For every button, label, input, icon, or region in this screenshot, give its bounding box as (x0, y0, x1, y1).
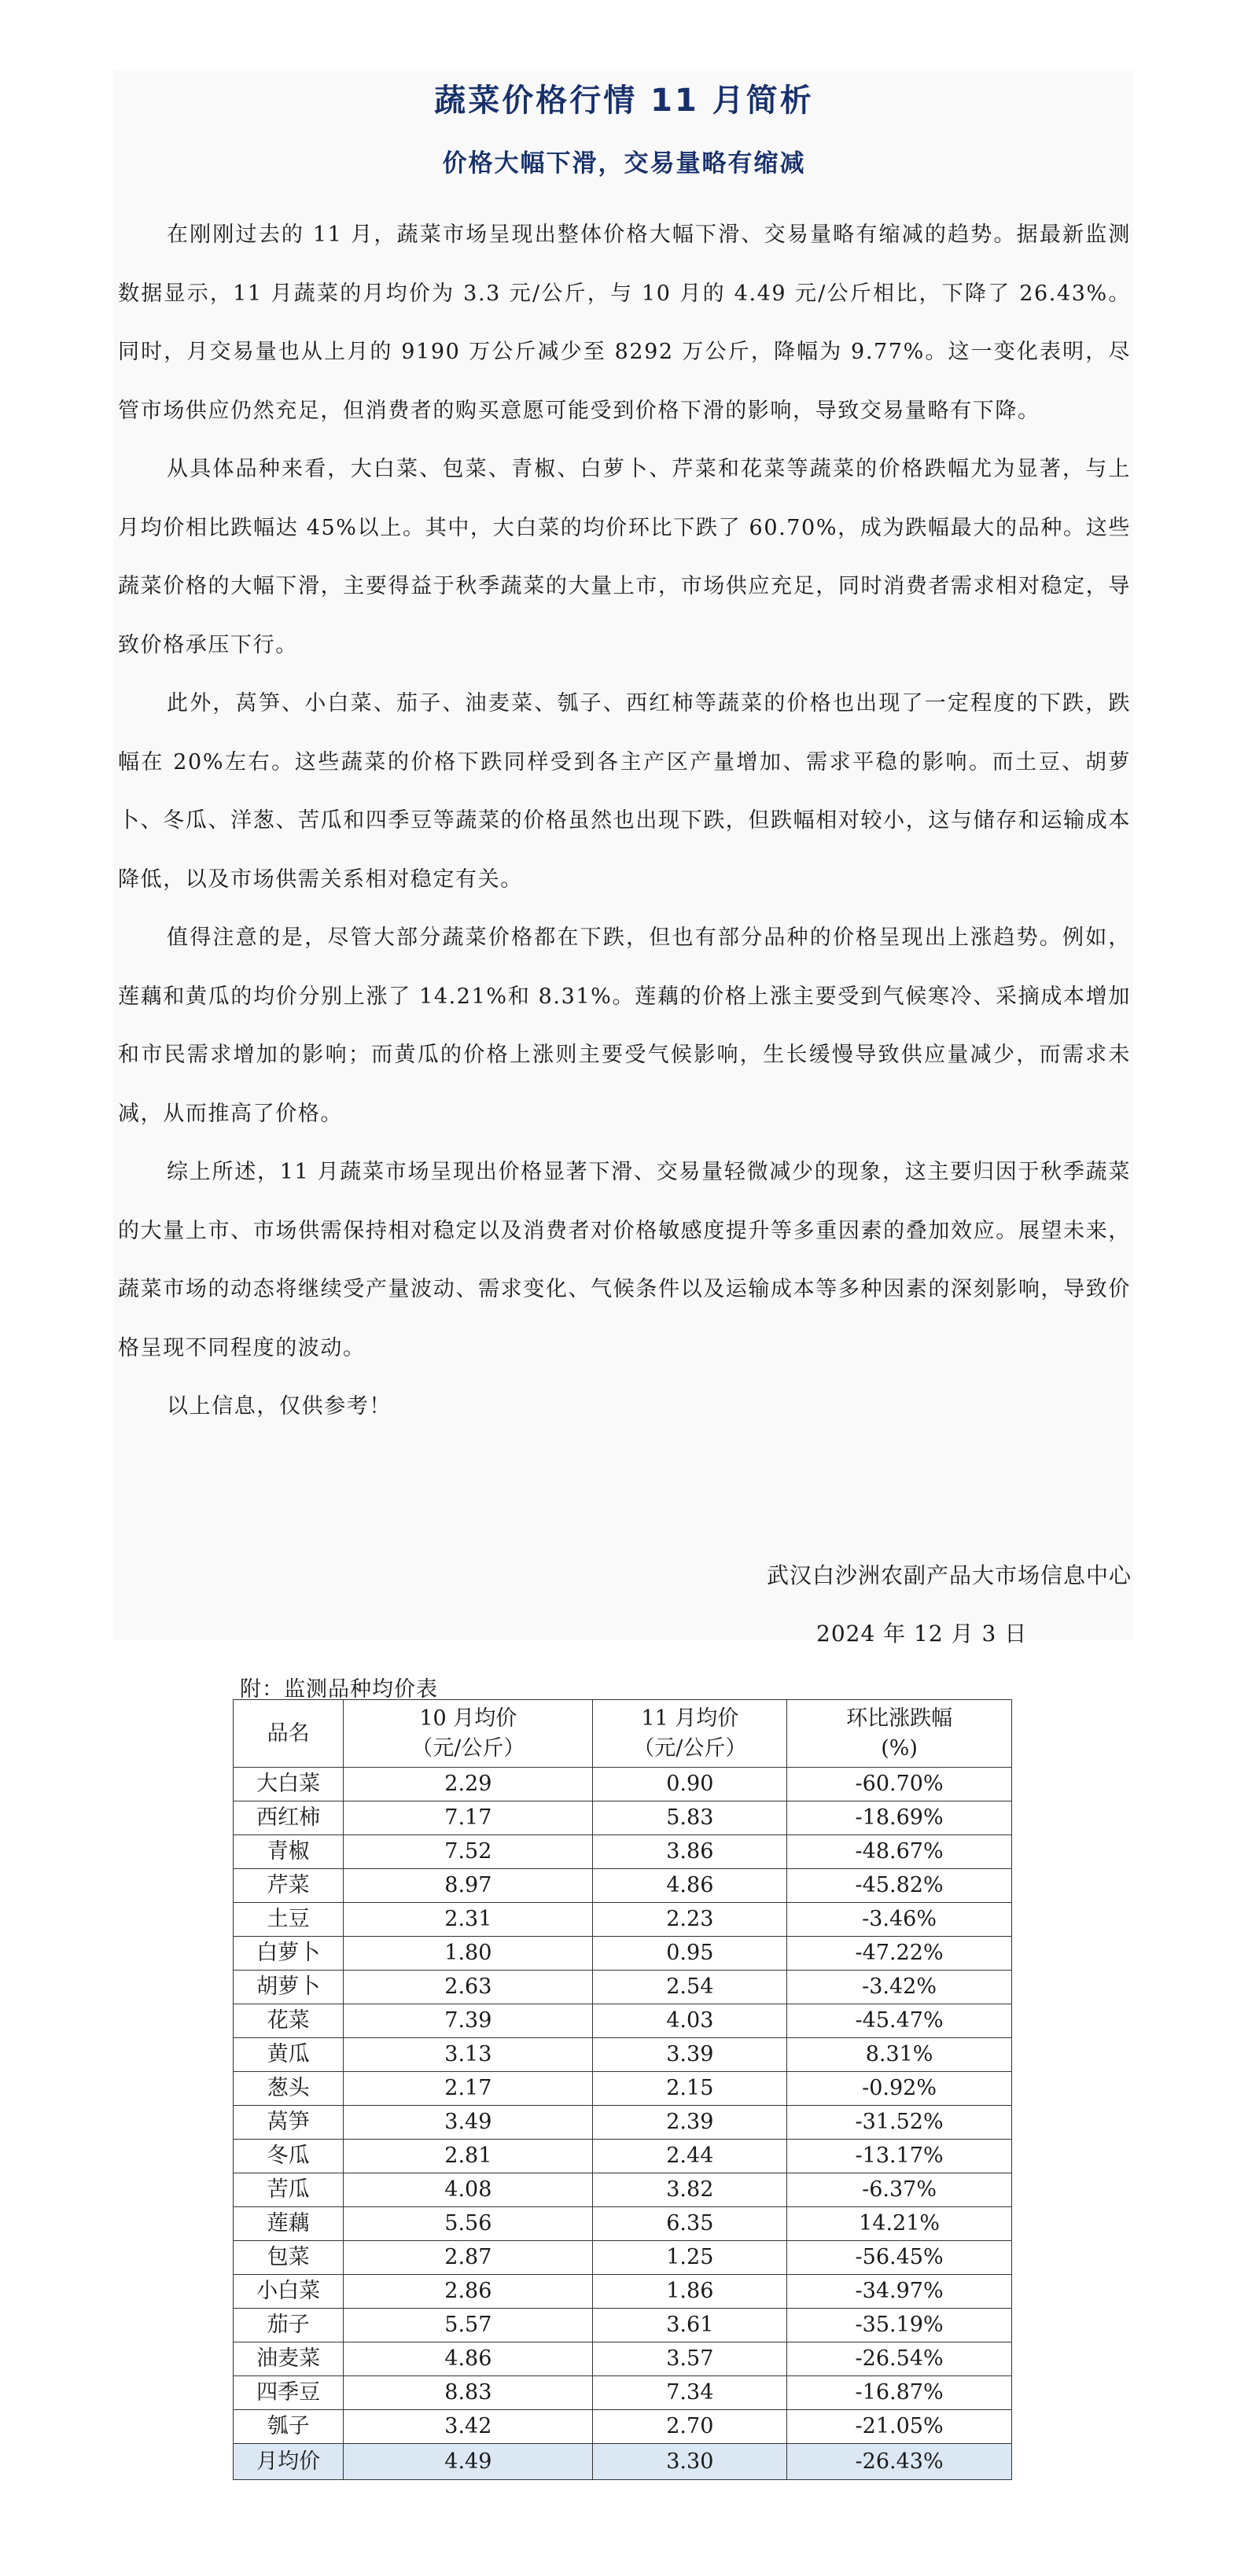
body-paragraph-4: 值得注意的是，尽管大部分蔬菜价格都在下跌，但也有部分品种的价格呈现出上涨趋势。例如，莲藕和黄瓜的均价分别上涨了 14.21%和 8.31%。莲藕的价格上涨主要受到气候寒冷、采摘成本增加和市民需求增加的影响；而黄瓜的价格上涨则主要受气候影响，生长缓慢导致供应量减少，而需求未减，从而推高了价格。 (118, 926, 1131, 1126)
table-row (234, 1971, 1012, 2004)
table-row (234, 2207, 1012, 2241)
header-name-label: 品名 (267, 1720, 310, 1746)
oct-price-cell: 8.83 (344, 2376, 593, 2410)
change-cell: -34.97% (787, 2275, 1012, 2309)
name-cell: 莴笋 (234, 2106, 344, 2140)
change-cell: -48.67% (787, 1835, 1012, 1869)
name-cell: 芹菜 (234, 1869, 344, 1903)
name-cell: 苦瓜 (234, 2173, 344, 2207)
oct-price-cell: 4.86 (344, 2342, 593, 2376)
nov-price-cell: 3.39 (593, 2038, 787, 2072)
nov-price-cell: 7.34 (593, 2376, 787, 2410)
change-cell: -31.52% (787, 2106, 1012, 2140)
report-body (118, 206, 1131, 1437)
body-paragraph-2: 从具体品种来看，大白菜、包菜、青椒、白萝卜、芹菜和花菜等蔬菜的价格跌幅尤为显著，与上月均价相比跌幅达 45%以上。其中，大白菜的均价环比下跌了 60.70%，成为跌幅最大的品种。这些蔬菜价格的大幅下滑，主要得益于秋季蔬菜的大量上市，市场供应充足，同时消费者需求相对稳定，导致价格承压下行。 (118, 457, 1131, 657)
change-cell: -0.92% (787, 2072, 1012, 2106)
name-cell: 冬瓜 (234, 2140, 344, 2173)
name-cell: 油麦菜 (234, 2342, 344, 2376)
header-oct-unit: （元/公斤） (411, 1735, 525, 1761)
table-row (234, 1768, 1012, 1801)
header-oct-price (344, 1700, 593, 1768)
header-name (234, 1700, 344, 1768)
nov-price-cell: 1.25 (593, 2241, 787, 2275)
nov-price-cell: 0.95 (593, 1937, 787, 1971)
body-paragraph-1: 在刚刚过去的 11 月，蔬菜市场呈现出整体价格大幅下滑、交易量略有缩减的趋势。据最新监测数据显示，11 月蔬菜的月均价为 3.3 元/公斤，与 10 月的 4.49 元/公斤相比，下降了 26.43%。同时，月交易量也从上月的 9190 万公斤减少至 8292 万公斤，降幅为 9.77%。这一变化表明，尽管市场供应仍然充足，但消费者的购买意愿可能受到价格下滑的影响，导致交易量略有下降。 (118, 223, 1131, 423)
oct-price-cell: 8.97 (344, 1869, 593, 1903)
nov-price-cell: 2.54 (593, 1971, 787, 2004)
change-cell: 14.21% (787, 2207, 1012, 2241)
nov-price-cell: 3.61 (593, 2309, 787, 2342)
oct-price-cell: 2.17 (344, 2072, 593, 2106)
header-change-title: 环比涨跌幅 (846, 1706, 953, 1731)
name-cell: 莲藕 (234, 2207, 344, 2241)
name-cell: 土豆 (234, 1903, 344, 1937)
change-cell: -6.37% (787, 2173, 1012, 2207)
oct-price-cell: 2.87 (344, 2241, 593, 2275)
table-row (234, 1835, 1012, 1869)
table-row (234, 1903, 1012, 1937)
oct-price-cell: 3.49 (344, 2106, 593, 2140)
change-cell: -47.22% (787, 1937, 1012, 1971)
header-nov-unit: （元/公斤） (633, 1735, 747, 1761)
table-row (234, 2140, 1012, 2173)
oct-price-cell: 2.81 (344, 2140, 593, 2173)
name-cell: 大白菜 (234, 1768, 344, 1801)
header-nov-price (593, 1700, 787, 1768)
price-table-body (234, 1768, 1012, 2480)
oct-price-cell: 4.08 (344, 2173, 593, 2207)
name-cell: 西红柿 (234, 1801, 344, 1835)
oct-price-cell: 3.13 (344, 2038, 593, 2072)
header-change (787, 1700, 1012, 1768)
change-cell: -26.54% (787, 2342, 1012, 2376)
summary-oct-price-cell: 4.49 (344, 2444, 593, 2480)
header-oct-title: 10 月均价 (419, 1706, 517, 1731)
table-row (234, 2275, 1012, 2309)
change-cell: -3.42% (787, 1971, 1012, 2004)
oct-price-cell: 7.17 (344, 1801, 593, 1835)
change-cell: -35.19% (787, 2309, 1012, 2342)
name-cell: 茄子 (234, 2309, 344, 2342)
name-cell: 瓠子 (234, 2410, 344, 2444)
oct-price-cell: 2.86 (344, 2275, 593, 2309)
change-cell: -3.46% (787, 1903, 1012, 1937)
nov-price-cell: 6.35 (593, 2207, 787, 2241)
oct-price-cell: 2.63 (344, 1971, 593, 2004)
appendix-caption: 附：监测品种均价表 (240, 1677, 438, 1702)
report-title: 蔬菜价格行情 11 月简析 (434, 83, 814, 119)
oct-price-cell: 7.39 (344, 2004, 593, 2038)
summary-nov-price-cell: 3.30 (593, 2444, 787, 2480)
name-cell: 四季豆 (234, 2376, 344, 2410)
change-cell: -16.87% (787, 2376, 1012, 2410)
issue-date: 2024 年 12 月 3 日 (816, 1621, 1028, 1647)
nov-price-cell: 3.57 (593, 2342, 787, 2376)
name-cell: 胡萝卜 (234, 1971, 344, 2004)
nov-price-cell: 2.70 (593, 2410, 787, 2444)
header-nov-title: 11 月均价 (641, 1706, 739, 1731)
nov-price-cell: 4.03 (593, 2004, 787, 2038)
table-row (234, 2376, 1012, 2410)
table-row (234, 2106, 1012, 2140)
summary-change-cell: -26.43% (787, 2444, 1012, 2480)
change-cell: -56.45% (787, 2241, 1012, 2275)
table-row (234, 2342, 1012, 2376)
table-row (234, 2072, 1012, 2106)
oct-price-cell: 2.31 (344, 1903, 593, 1937)
nov-price-cell: 2.23 (593, 1903, 787, 1937)
change-cell: 8.31% (787, 2038, 1012, 2072)
table-row (234, 1869, 1012, 1903)
summary-row (234, 2444, 1012, 2480)
table-row (234, 1801, 1012, 1835)
nov-price-cell: 3.82 (593, 2173, 787, 2207)
table-row (234, 2309, 1012, 2342)
table-row (234, 2241, 1012, 2275)
table-row (234, 2004, 1012, 2038)
nov-price-cell: 4.86 (593, 1869, 787, 1903)
oct-price-cell: 5.56 (344, 2207, 593, 2241)
body-paragraph-6: 以上信息，仅供参考！ (167, 1394, 392, 1419)
name-cell: 包菜 (234, 2241, 344, 2275)
name-cell: 青椒 (234, 1835, 344, 1869)
change-cell: -60.70% (787, 1768, 1012, 1801)
body-paragraph-5: 综上所述，11 月蔬菜市场呈现出价格显著下滑、交易量轻微减少的现象，这主要归因于秋季蔬菜的大量上市、市场供需保持相对稳定以及消费者对价格敏感度提升等多重因素的叠加效应。展望未来，蔬菜市场的动态将继续受产量波动、需求变化、气候条件以及运输成本等多种因素的深刻影响，导致价格呈现不同程度的波动。 (118, 1160, 1131, 1360)
oct-price-cell: 7.52 (344, 1835, 593, 1869)
report-subtitle: 价格大幅下滑，交易量略有缩减 (442, 149, 806, 178)
table-row (234, 1937, 1012, 1971)
nov-price-cell: 0.90 (593, 1768, 787, 1801)
nov-price-cell: 1.86 (593, 2275, 787, 2309)
nov-price-cell: 2.15 (593, 2072, 787, 2106)
name-cell: 黄瓜 (234, 2038, 344, 2072)
name-cell: 葱头 (234, 2072, 344, 2106)
nov-price-cell: 2.44 (593, 2140, 787, 2173)
change-cell: -45.47% (787, 2004, 1012, 2038)
change-cell: -13.17% (787, 2140, 1012, 2173)
header-change-unit: (%) (881, 1735, 918, 1761)
name-cell: 花菜 (234, 2004, 344, 2038)
oct-price-cell: 5.57 (344, 2309, 593, 2342)
oct-price-cell: 1.80 (344, 1937, 593, 1971)
table-header-row (234, 1700, 1012, 1768)
change-cell: -18.69% (787, 1801, 1012, 1835)
name-cell: 小白菜 (234, 2275, 344, 2309)
price-table (233, 1699, 1012, 2480)
table-row (234, 2410, 1012, 2444)
nov-price-cell: 5.83 (593, 1801, 787, 1835)
body-paragraph-3: 此外，莴笋、小白菜、茄子、油麦菜、瓠子、西红柿等蔬菜的价格也出现了一定程度的下跌，跌幅在 20%左右。这些蔬菜的价格下跌同样受到各主产区产量增加、需求平稳的影响。而土豆、胡萝卜、冬瓜、洋葱、苦瓜和四季豆等蔬菜的价格虽然也出现下跌，但跌幅相对较小，这与储存和运输成本降低，以及市场供需关系相对稳定有关。 (118, 691, 1131, 892)
nov-price-cell: 3.86 (593, 1835, 787, 1869)
change-cell: -21.05% (787, 2410, 1012, 2444)
oct-price-cell: 3.42 (344, 2410, 593, 2444)
name-cell: 白萝卜 (234, 1937, 344, 1971)
table-row (234, 2173, 1012, 2207)
table-row (234, 2038, 1012, 2072)
issuer-organization: 武汉白沙洲农副产品大市场信息中心 (766, 1562, 1132, 1588)
summary-name-cell: 月均价 (234, 2444, 344, 2480)
nov-price-cell: 2.39 (593, 2106, 787, 2140)
oct-price-cell: 2.29 (344, 1768, 593, 1801)
change-cell: -45.82% (787, 1869, 1012, 1903)
